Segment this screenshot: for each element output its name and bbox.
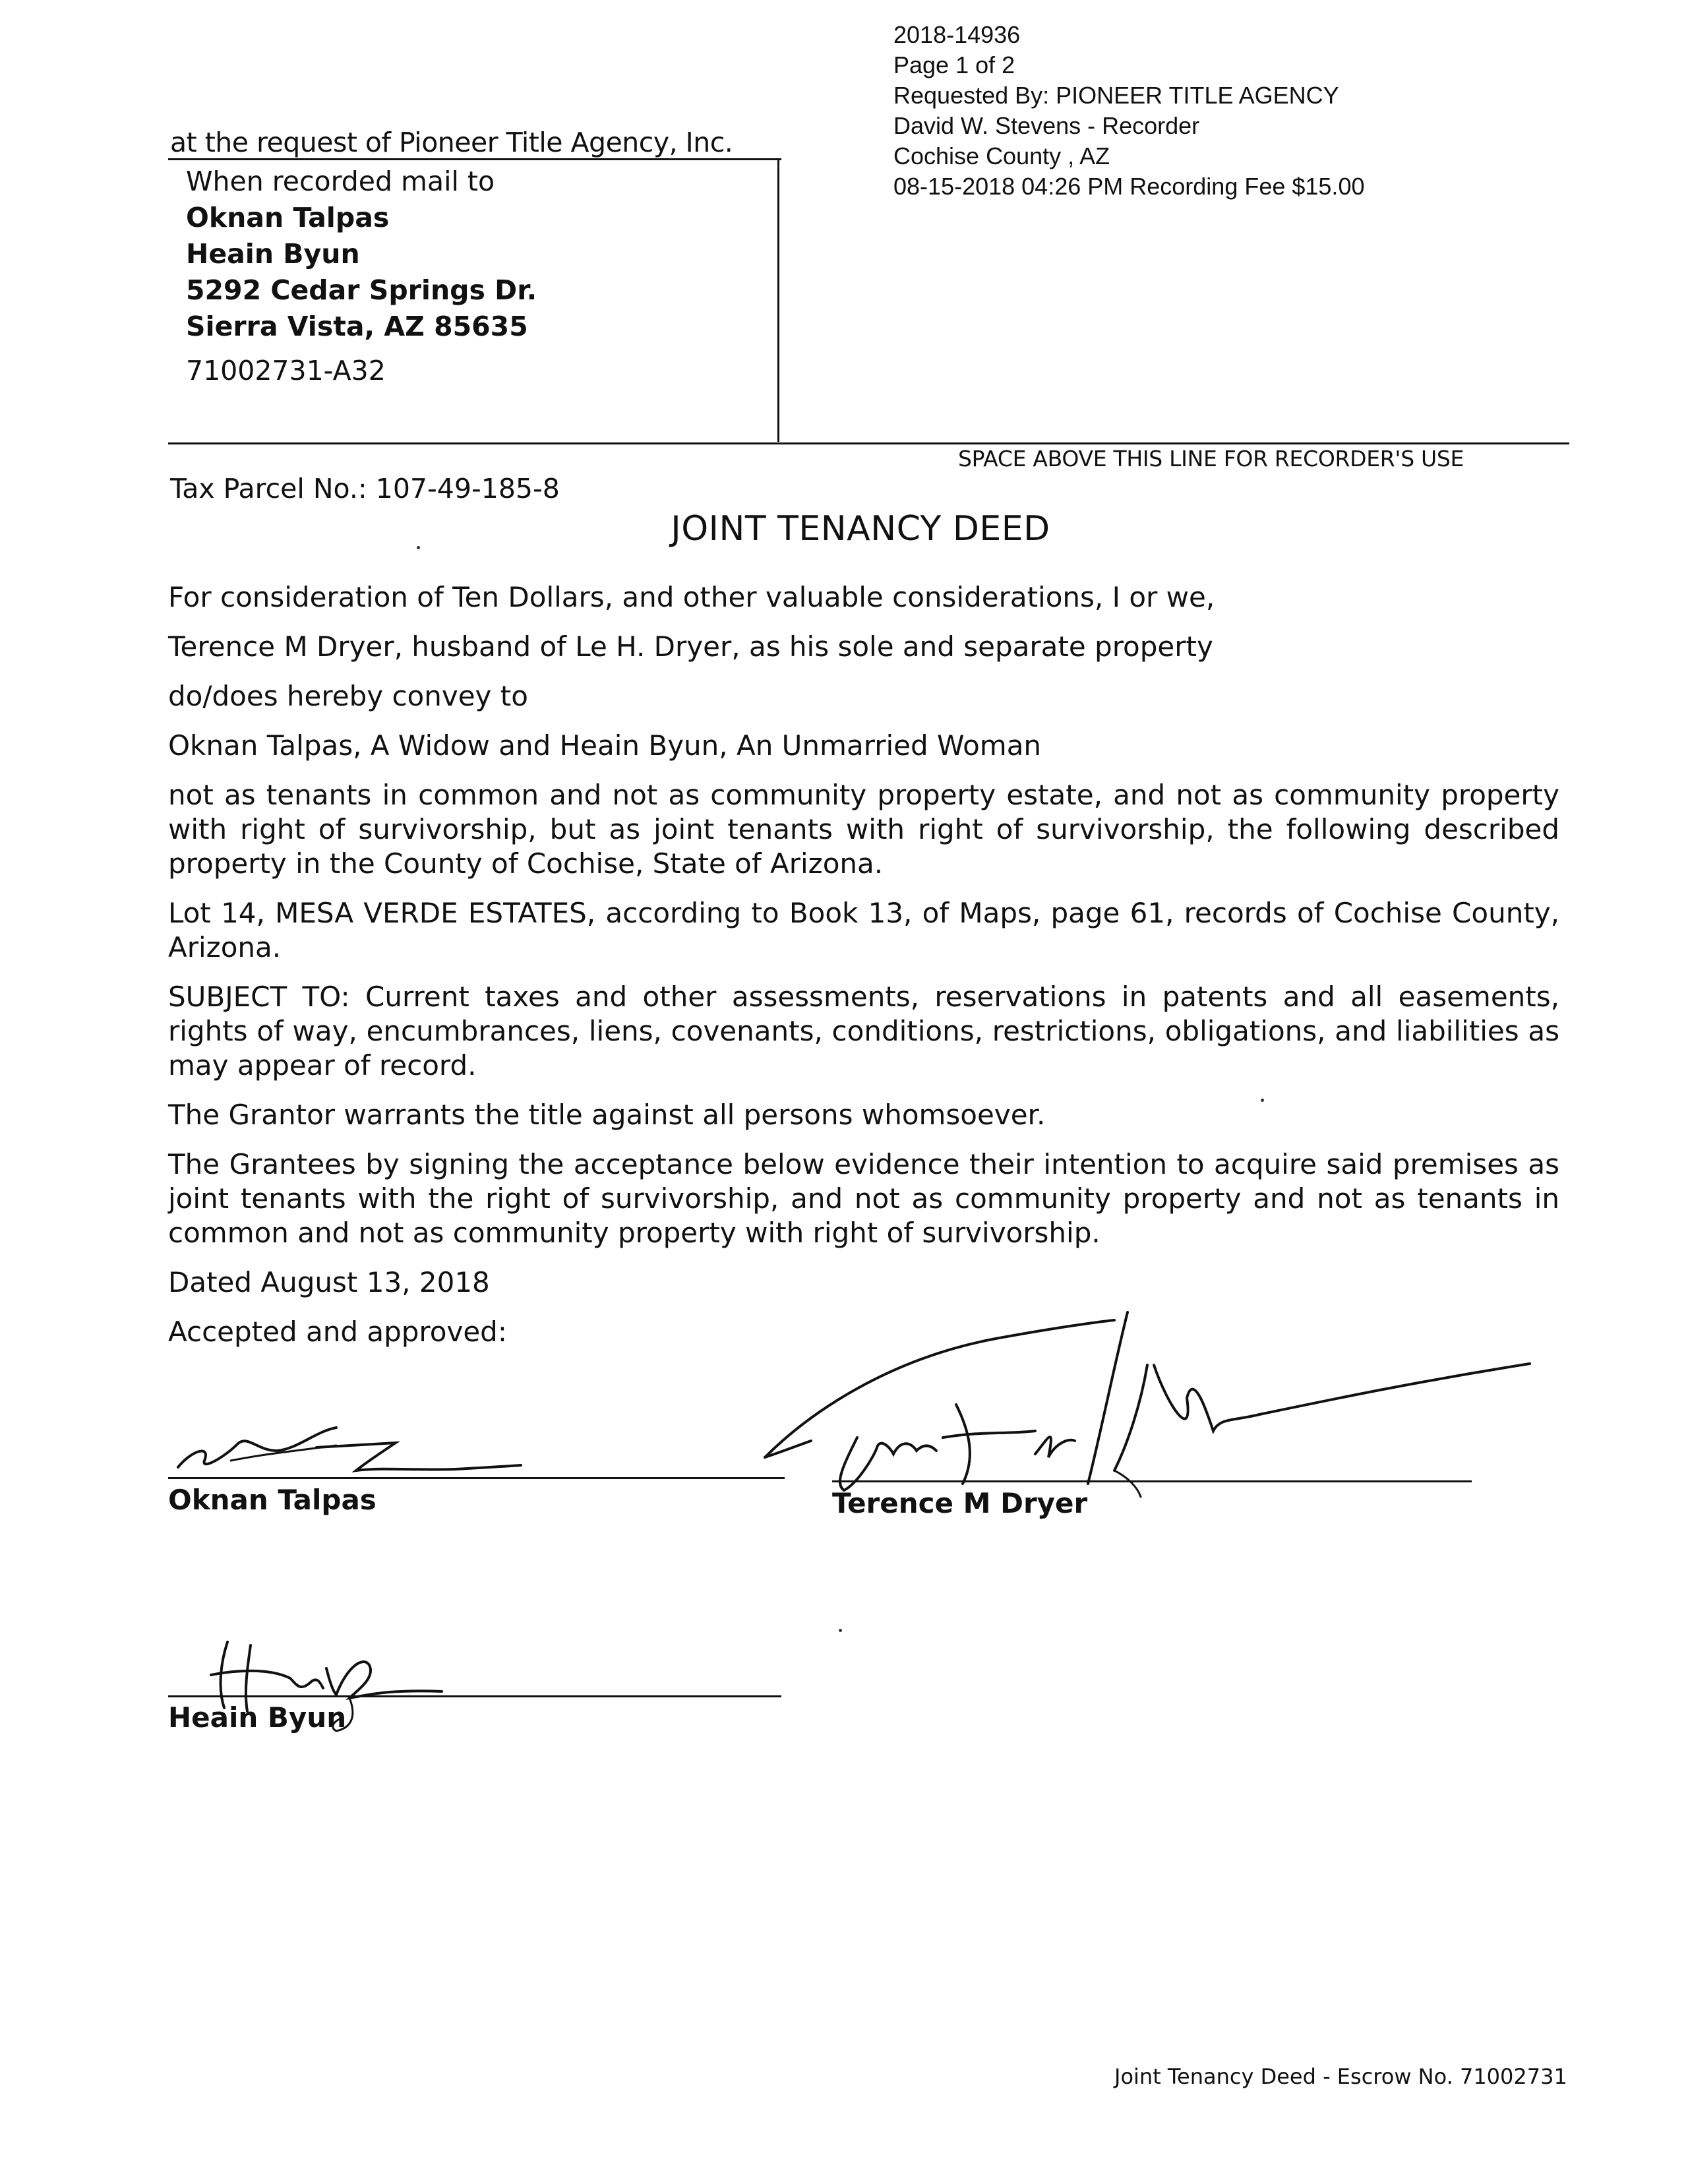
scan-speck-3 bbox=[839, 1629, 842, 1632]
mail-to-block bbox=[186, 164, 537, 389]
document-number: 2018-14936 bbox=[893, 21, 1021, 48]
deed-body bbox=[168, 580, 1559, 1349]
recording-county: Cochise County , AZ bbox=[893, 142, 1110, 169]
acceptance-clause: The Grantees by signing the acceptance below evidence their intention to acquire said premises as joint tenants with the right of survivorship, and not as community property and not as tenants in common and not as community property with right of survivorship. bbox=[168, 1148, 1559, 1249]
mail-to-name-2: Heain Byun bbox=[186, 238, 360, 270]
recorder-name: David W. Stevens - Recorder bbox=[893, 112, 1200, 139]
document-title: JOINT TENANCY DEED bbox=[671, 509, 1050, 549]
consideration-clause: For consideration of Ten Dollars, and other valuable considerations, I or we, bbox=[168, 581, 1215, 613]
mail-box-border bbox=[777, 159, 779, 442]
grantor-clause: Terence M Dryer, husband of Le H. Dryer, as his sole and separate property bbox=[168, 630, 1213, 663]
signature-scrawl-grantee-2 bbox=[158, 1629, 448, 1741]
dated-line: Dated August 13, 2018 bbox=[168, 1266, 490, 1298]
request-underline bbox=[168, 158, 781, 160]
tax-parcel-number: Tax Parcel No.: 107-49-185-8 bbox=[170, 473, 560, 504]
recorder-divider bbox=[168, 442, 1569, 444]
mail-to-heading: When recorded mail to bbox=[186, 166, 495, 197]
subject-to-clause: SUBJECT TO: Current taxes and other assessments, reservations in patents and all easements, rights of way, encumbrances, liens, covenants, conditions, restrictions, obligations, and liabilities as may appear of record. bbox=[168, 981, 1559, 1081]
accepted-line: Accepted and approved: bbox=[168, 1316, 507, 1348]
recording-datetime-fee: 08-15-2018 04:26 PM Recording Fee $15.00 bbox=[893, 173, 1365, 200]
signature-scrawl-grantee-1 bbox=[165, 1405, 534, 1484]
mail-to-name-1: Oknan Talpas bbox=[186, 202, 390, 233]
scan-speck-2 bbox=[1261, 1099, 1264, 1102]
legal-description: Lot 14, MESA VERDE ESTATES, according to Book 13, of Maps, page 61, records of Cochise County, Arizona. bbox=[168, 897, 1559, 963]
mail-to-address-1: 5292 Cedar Springs Dr. bbox=[186, 274, 537, 306]
mail-to-escrow: 71002731-A32 bbox=[186, 355, 386, 386]
signature-scrawl-grantor bbox=[758, 1306, 1536, 1503]
signature-name-grantee-2: Heain Byun bbox=[168, 1701, 347, 1734]
recording-stamp bbox=[893, 20, 1364, 202]
page-info: Page 1 of 2 bbox=[893, 51, 1015, 78]
grantees-clause: Oknan Talpas, A Widow and Heain Byun, An Unmarried Woman bbox=[168, 729, 1042, 762]
request-line: at the request of Pioneer Title Agency, Inc. bbox=[170, 127, 733, 158]
page-footer: Joint Tenancy Deed - Escrow No. 71002731 bbox=[1114, 2064, 1567, 2089]
warranty-clause: The Grantor warrants the title against all persons whomsoever. bbox=[168, 1099, 1046, 1131]
convey-clause: do/does hereby convey to bbox=[168, 680, 528, 712]
recorder-use-note: SPACE ABOVE THIS LINE FOR RECORDER'S USE bbox=[958, 446, 1464, 471]
tenancy-clause: not as tenants in common and not as community property estate, and not as community property with right of survivorship, but as joint tenants with right of survivorship, the following described property in the County of Cochise, State of Arizona. bbox=[168, 779, 1559, 880]
requested-by: Requested By: PIONEER TITLE AGENCY bbox=[893, 82, 1339, 109]
signature-name-grantee-1: Oknan Talpas bbox=[168, 1484, 377, 1516]
signature-name-grantor: Terence M Dryer bbox=[832, 1487, 1088, 1519]
mail-to-address-2: Sierra Vista, AZ 85635 bbox=[186, 311, 528, 342]
